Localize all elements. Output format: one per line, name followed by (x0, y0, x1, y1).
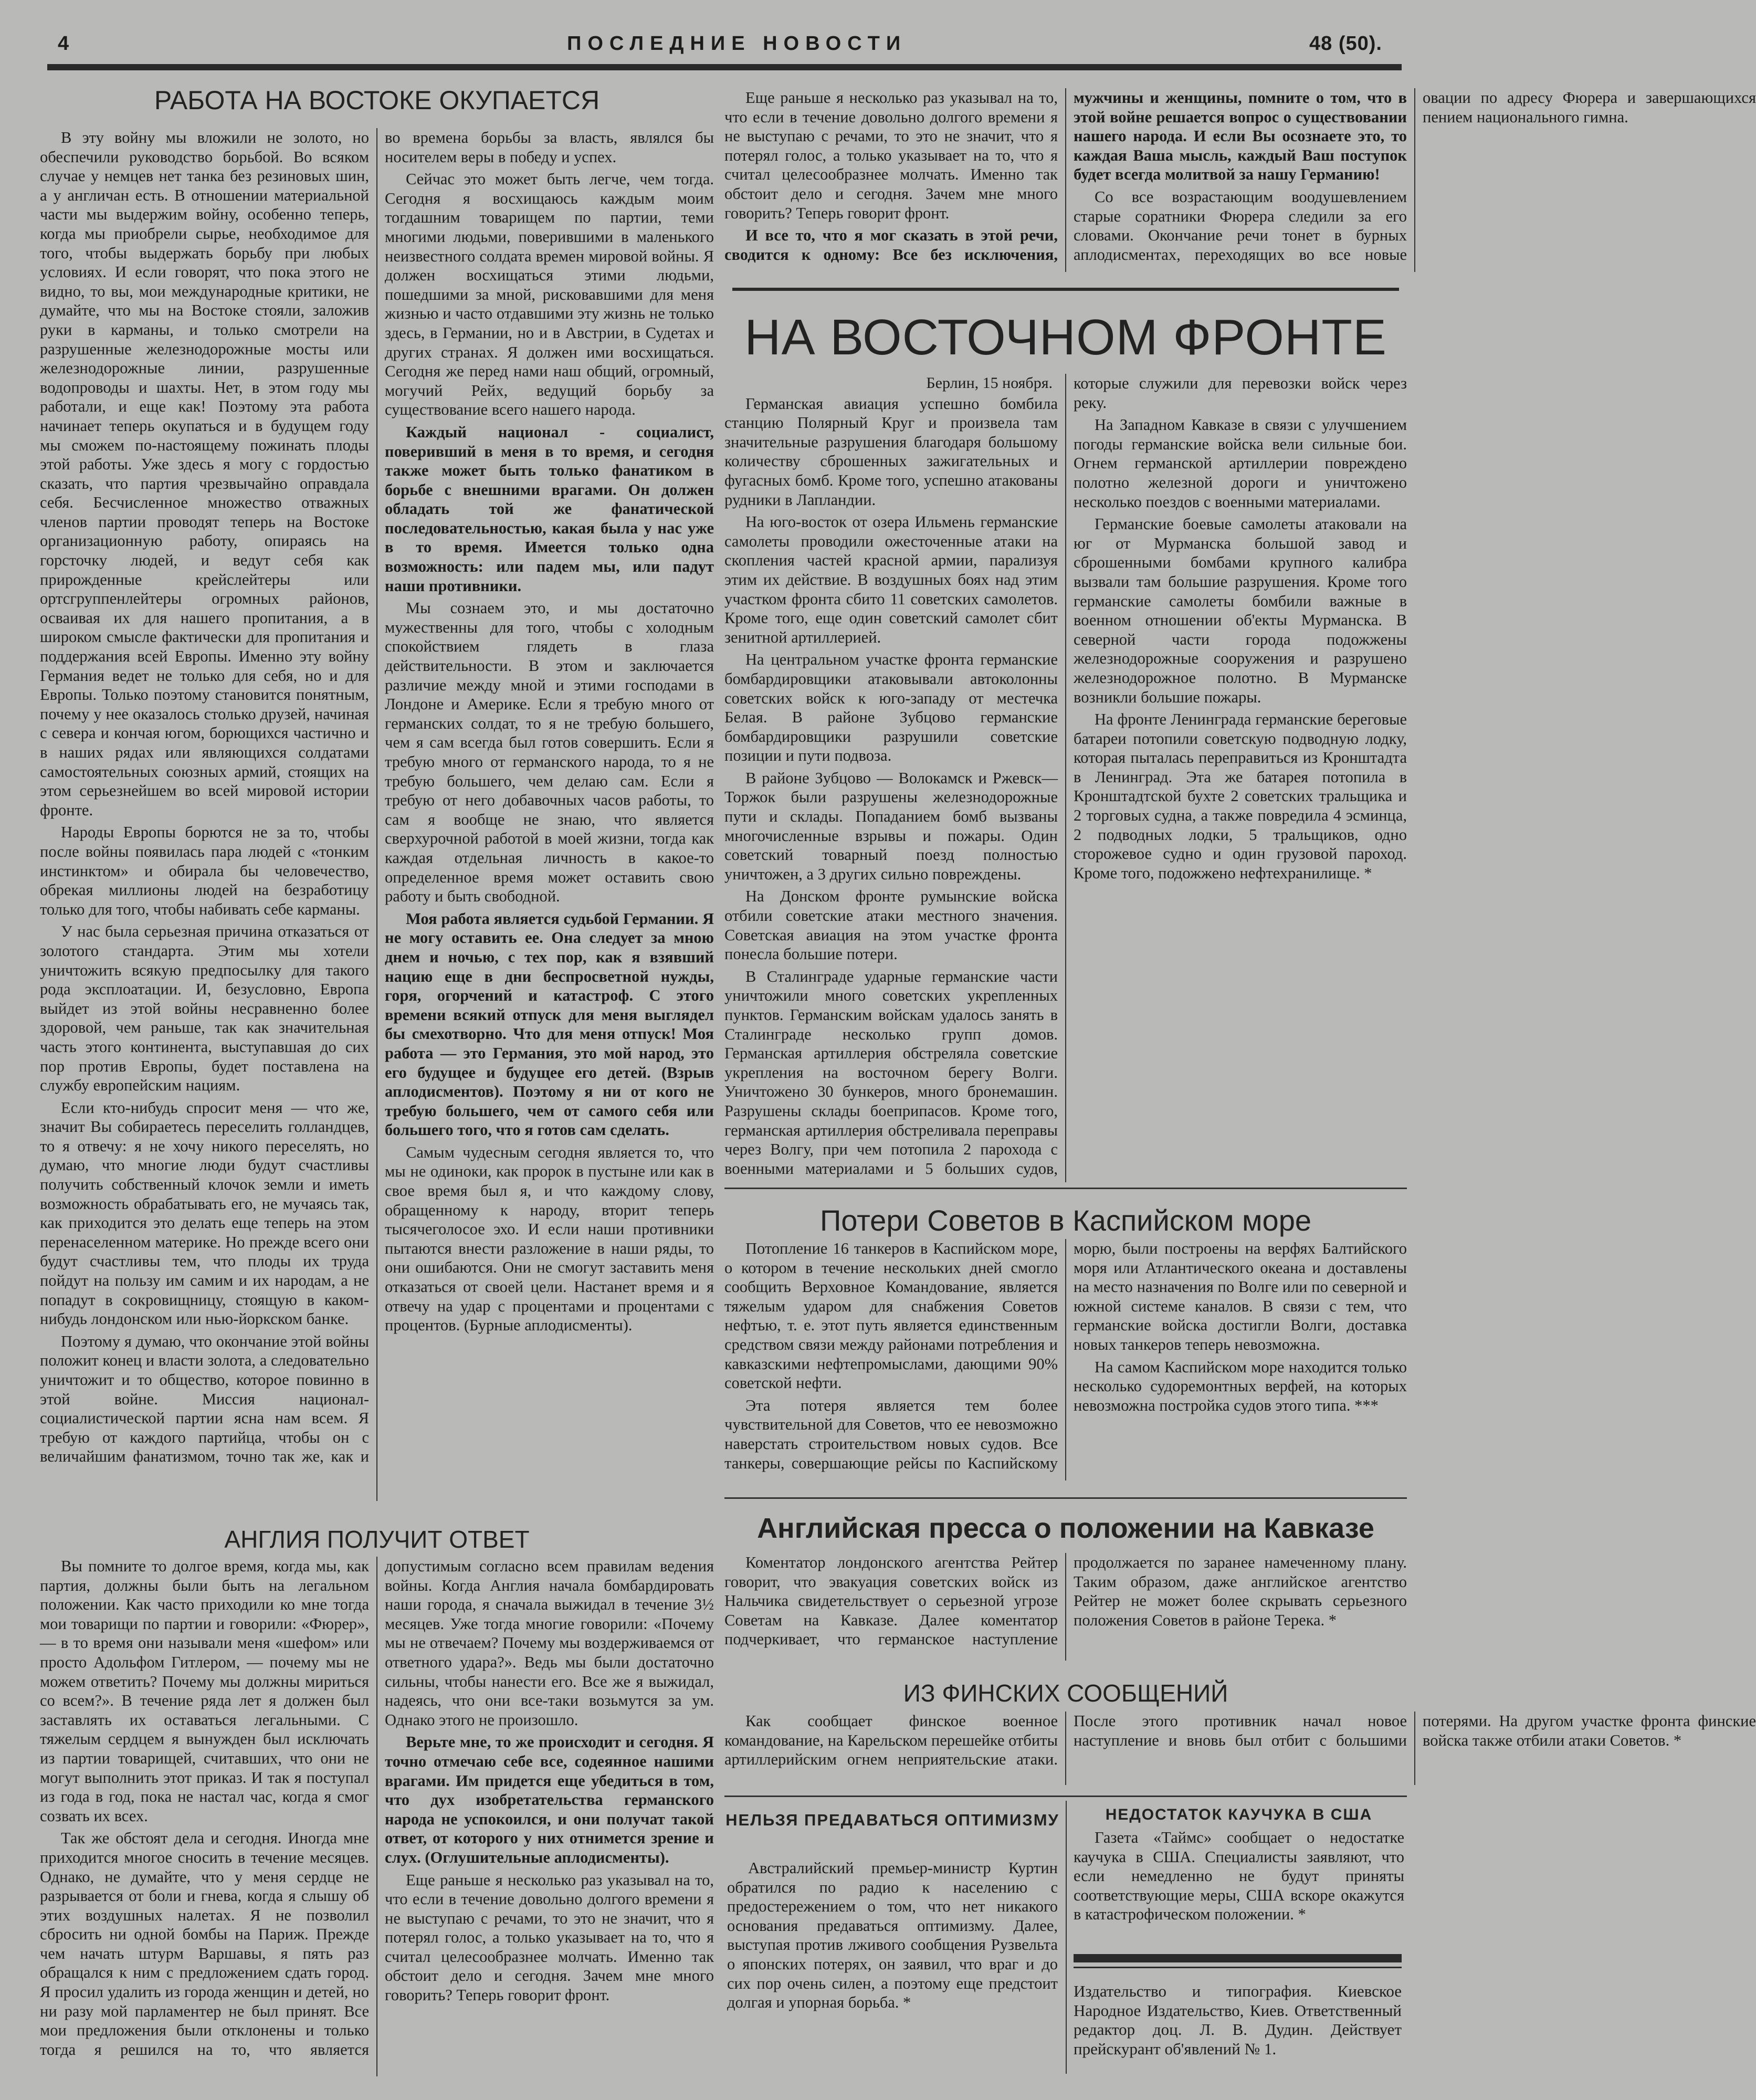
paragraph: Народы Европы борются не за то, чтобы после войны появилась пара людей с «тонким инстинктом» и обирала бы человечество, обрекая миллионы людей на безработицу только для того, чтобы набивать себе карманы. (40, 823, 369, 918)
article-title: Английская пресса о положении на Кавказе (757, 1513, 1374, 1544)
article-body (724, 1239, 1407, 1480)
column-rule (1066, 1801, 1067, 2074)
paragraph: Самым чудесным сегодня является то, что мы не одиноки, как пророк в пустыне или как в свое время был я, и что каждому слову, обращенному к народу, вторит теперь тысячеголосое эхо. И если наши противники пытаются внести разложение в наши ряды, то они ошибаются. Они не смогут заставить меня отказаться от своей цели. Настанет время и я отвечу на удар с процентами и процентами с процентов. (Бурные аплодисменты). (385, 1143, 714, 1335)
article-body (724, 1712, 1756, 1785)
paragraph: На самом Каспийском море находится только несколько судоремонтных верфей, на которых невозможна постройка судов этого типа. *** (1074, 1358, 1407, 1414)
divider (1074, 1967, 1402, 1968)
paragraph: В эту войну мы вложили не золото, но обеспечили руководство борьбой. Во всяком случае у немцев нет танка без резиновых шин, а у англичан есть. В отношении материальной части мы выдержим войну, особенно теперь, когда мы приобрели сырье, необходимое для того, чтобы выдержать борьбу при любых условиях. И если говорят, что пока этого не видно, то вы, мои международные критики, не думайте, что мы на Востоке стояли, заложив руки в карманы, и только смотрели на разрушенные железнодорожные мосты или железнодорожные линии, разрушенные водопроводы и шахты. Нет, в этом году мы работали, и еще как! Поэтому эта работа начинает теперь окупаться и в будущем году мы сможем по-настоящему пожинать плоды этой работы. Уже здесь я могу с гордостью сказать, что партия чрезвычайно оправдала себя. Бесчисленное множество отважных членов партии проводят теперь на Востоке организационную работу, опираясь на горсточку людей, и ведут себя как прирожденные крейслейтеры или ортсгруппенлейтеры огромных районов, осваивая их для нашего пропитания, а в широком смысле фактически для пропитания и поддержания всей Европы. Именно эту войну Германия ведет не только для себя, но и для Европы. Только поэтому становится понятным, почему у нее оказалось столько друзей, начиная с севера и кончая югом, борющихся частично и в наших рядах или являющихся солдатами самостоятельных союзных армий, стоящих на этом серьезнейшем во всей мировой истории фронте. (40, 129, 369, 819)
divider (724, 1796, 1407, 1797)
paragraph: У нас была серьезная причина отказаться от золотого стандарта. Этим мы хотели уничтожить всякую предпосылку для такого рода эксплоатации. И, безусловно, Европа выйдет из этой войны несравненно более здоровой, чем раньше, так как значительная часть этого континента, выступавшая до сих пор против Европы, будет поставлена на службу европейским нациям. (40, 922, 369, 1095)
issue-number: 48 (50). (1309, 33, 1382, 55)
article-title: Потери Советов в Каспийском море (819, 1204, 1311, 1237)
page-number: 4 (58, 33, 76, 55)
paragraph: Поэтому я думаю, что окончание этой войны положит конец и власти золота, а следовательно уничтожит и то общество, которое повинно в этой войне. Миссия национал-социалистической партии ясна нам всем. Я требую от каждого партийца, чтобы он с величайшим фанатизмом, точно так же, как и во времена борьбы за власть, являлся бы носителем веры в победу и успех. (40, 129, 714, 1466)
dateline: Берлин, 15 ноября. (926, 374, 1053, 392)
paragraph: Как сообщает финское военное командование, на Карельском перешейке отбиты артиллерийским огнем неприятельские атаки. После этого противник начал новое наступление и вновь был отбит с большими потерями. На другом участке фронта финские войска также отбили атаки Советов. * (724, 1712, 1756, 1769)
paragraph: Германские боевые самолеты атаковали на юг от Мурманска большой завод и сброшенными бомбами крупного калибра вызвали там большие разрушения. Кроме того германские самолеты бомбили важные в военном отношении об'екты Мурманска. В северной части города подожжены железнодорожные сооружения и разрушено железнодорожное полотно. В Мурманске возникли большие пожары. (1074, 515, 1407, 706)
article-body (40, 128, 714, 1501)
paragraph: Еще раньше я несколько раз указывал на то, что если в течение довольно долгого времени я не выступаю с речами, то это не значит, что я потерял голос, а только указывает на то, что я считал целесообразнее молчать. Именно так обстоит дело и сегодня. Зачем мне много говорить? Теперь говорит фронт. (385, 1871, 714, 2004)
newspaper-title: ПОСЛЕДНИЕ НОВОСТИ (567, 33, 907, 55)
paragraph: Потопление 16 танкеров в Каспийском море, о котором в течение нескольких дней смогло сообщить Верховное Командование, является тяжелым ударом для снабжения Советов нефтью, т. е. этот путь является единственным средством связи между районами потребления и кавказскими нефтепромыслами, дающими 90% советской нефти. (724, 1240, 1058, 1392)
paragraph: Вы помните то долгое время, когда мы, как партия, должны были быть на легальном положении. Как часто приходили ко мне тогда мои товарищи по партии и говорили: «Фюрер», — в то время они называли меня «шефом» или просто Адольфом Гитлером, — почему мы не можем ответить? Почему мы должны мириться со всем?». В течение ряда лет я должен был заставлять их оставаться легальными. С тяжелым сердцем я вынужден был исключать из партии товарищей, считавших, что они не могут выполнить этот приказ. И так я поступал из года в год, пока не настал час, когда я смог созвать их всех. (40, 1557, 369, 1825)
paragraph: Австралийский премьер-министр Куртин обратился по радио к населению с предостережением о том, что нет никакого основания предаваться оптимизму. Далее, выступая против лживого сообщения Рузвельта о японских потерях, он заявил, что враг и до сих пор очень силен, а поэтому еще предстоит долгая и упорная борьба. * (727, 1859, 1058, 2012)
article-body (40, 1557, 714, 2076)
article-body (724, 374, 1407, 1182)
divider (724, 1188, 1407, 1189)
paragraph: Еще раньше я несколько раз указывал на то, что если в течение довольно долгого времени я не выступаю с речами, то это не значит, что я потерял голос, а только указывает на то, что я считал целесообразнее молчать. Именно так обстоит дело и сегодня. Зачем мне много говорить? Теперь говорит фронт. (724, 89, 1058, 222)
paragraph: На Западном Кавказе в связи с улучшением погоды германские войска вели сильные бои. Огнем германской артиллерии повреждено полотно железной дороги и уничтожено несколько поездов с военными материалами. (1074, 416, 1407, 511)
article-title: НЕЛЬЗЯ ПРЕДАВАТЬСЯ ОПТИМИЗМУ (725, 1811, 1059, 1829)
divider (724, 1497, 1407, 1499)
paragraph: На Донском фронте румынские войска отбили советские атаки местного значения. Советская авиация на этом участке фронта понесла большие потери. (724, 887, 1058, 963)
paragraph: В районе Зубцово — Волокамск и Ржевск—Торжок были разрушены железнодорожные пути и склады. Попаданием бомб вызваны многочисленные взрывы и пожары. Один советский товарный поезд полностью уничтожен, а 3 других сильно повреждены. (724, 769, 1058, 883)
divider (732, 288, 1399, 291)
paragraph: На центральном участке фронта германские бомбардировщики атаковывали автоколонны советских войск к юго-западу от местечка Белая. В районе Зубцово германские бомбардировщики разрушили советские позиции и пути подвоза. (724, 650, 1058, 765)
paragraph: Так же обстоят дела и сегодня. Иногда мне приходится многое сносить в течение месяцев. Однако, не думайте, что у меня сердце не разрывается от боли и гнева, когда я слышу об этих воздушных налетах. Я не позволил сбросить ни одной бомбы на Париж. Прежде чем начать штурм Варшавы, я пять раз обращался к ним с предложением сдать город. Я просил удалить из города женщин и детей, но ни разу мой парламентер не был принят. Все мои предложения были отклонены и только тогда я решился на то, что является допустимым согласно всем правилам ведения войны. Когда Англия начала бомбардировать наши города, я сначала выжидал в течение 3½ месяцев. Уже тогда многие говорили: «Почему мы не отвечаем? Почему мы воздерживаемся от ответного удара?». Ведь мы были достаточно сильны, чтобы нанести его. Все же я выжидал, надеясь, что они все-таки возьмутся за ум. Однако этого не произошло. (40, 1557, 714, 2059)
article-title: АНГЛИЯ ПОЛУЧИТ ОТВЕТ (224, 1526, 530, 1553)
header-rule (47, 64, 1402, 70)
paragraph: Со все возрастающим воодушевлением старые соратники Фюрера следили за его словами. Окончание речи тонет в бурных аплодисментах, переходящих во все новые овации по адресу Фюрера и завершающихся пением национального гимна. (1074, 89, 1756, 264)
article-body (727, 1858, 1058, 2071)
article-body-continuation (724, 88, 1756, 272)
paragraph: Если кто-нибудь спросит меня — что же, значит Вы собираетесь переселить голландцев, то я отвечу: я не хочу никого переселять, но думаю, что многие люди будут счастливы получить собственный клочок земли и иметь возможность обрабатывать его, не мучаясь так, как приходится это делать еще теперь на этом перенаселенном материке. Но прежде всего они будут счастливы тем, что плоды их труда пойдут на пользу им самим и их народам, а не попадут в сокровищницу, стоящую в каком-нибудь лондонском или нью-йоркском банке. (40, 1098, 369, 1328)
paragraph: Эта потеря является тем более чувствительной для Советов, что ее невозможно наверстать строительством новых судов. Все танкеры, совершающие рейсы по Каспийскому морю, были построены на верфях Балтийского моря или Атлантического океана и доставлены на место назначения по Волге или по северной и южной системе каналов. В связи с тем, что германские войска достигли Волги, доставка новых танкеров теперь невозможна. (724, 1240, 1407, 1472)
paragraph: Германская авиация успешно бомбила станцию Полярный Круг и произвела там значительные разрушения благодаря большому количеству сброшенных зажигательных и фугасных бомб. Кроме того, успешно атакованы рудники в Лапландии. (724, 394, 1058, 509)
paragraph: Сейчас это может быть легче, чем тогда. Сегодня я восхищаюсь каждым моим тогдашним товарищем по партии, теми многими людьми, поверившими в маленького неизвестного солдата времен мировой войны. Я должен восхищаться этими людьми, пошедшими за мной, рисковавшими для меня жизнью и часто отдавшими эту жизнь не только здесь, в Германии, но и в Австрии, в Судетах и других странах. Я должен ими восхищаться. Сегодня же перед нами наш общий, огромный, могучий Рейх, ведущий борьбу за существование всего нашего народа. (385, 170, 714, 419)
imprint (1074, 1982, 1402, 2071)
paragraph: Каждый национал - социалист, поверивший в меня в то время, и сегодня также может быть только фанатиком в борьбе с внешними врагами. Он должен обладать той же фанатической последовательностью, какая была у нас уже в то время. Имеется только одна возможность: или падем мы, или падут наши противники. (385, 423, 714, 595)
article-title: НА ВОСТОЧНОМ ФРОНТЕ (744, 309, 1387, 365)
divider (1074, 1954, 1402, 1962)
paragraph: В Сталинграде ударные германские части уничтожили много советских укрепленных пунктов. Германским войскам удалось занять в Сталинграде несколько групп домов. Германская артиллерия обстреляла советские укрепления на восточном берегу Волги. Уничтожено 30 бункеров, много бронемашин. Разрушены склады боеприпасов. Кроме того, германская артиллерия обстреливала переправы через Волгу, при чем потопила 2 парохода с военными материалами и 5 больших судов, которые служили для перевозки войск через реку. (724, 374, 1407, 1178)
paragraph: Коментатор лондонского агентства Рейтер говорит, что эвакуация советских войск из Нальчика свидетельствует о серьезной угрозе Советам на Кавказе. Далее коментатор подчеркивает, что германское наступление продолжается по заранее намеченному плану. Таким образом, даже английское агентство Рейтер не может более скрывать серьезного положения Советов в районе Терека. * (724, 1553, 1407, 1648)
article-title: НЕДОСТАТОК КАУЧУКА В США (1105, 1806, 1373, 1823)
article-title: РАБОТА НА ВОСТОКЕ ОКУПАЕТСЯ (154, 86, 600, 115)
paragraph: И все то, что я мог сказать в этой речи, сводится к одному: Все без исключения, мужчины и женщины, помните о том, что в этой войне решается вопрос о существовании нашего народа. И если Вы осознаете это, то каждая Ваша мысль, каждый Ваш поступок будет всегда молитвой за нашу Германию! (724, 89, 1407, 264)
article-body (1074, 1828, 1404, 1946)
paragraph: Верьте мне, то же происходит и сегодня. Я точно отмечаю себе все, содеянное нашими врагами. Им придется еще убедиться в том, что дух изобретательства германского народа не успокоился, и они получат такой ответ, от которого у них отнимется зрение и слух. (Оглушительные аплодисменты). (385, 1733, 714, 1866)
paragraph: Моя работа является судьбой Германии. Я не могу оставить ее. Она следует за мною днем и ночью, с тех пор, как я взявший нацию еще в дни беспросветной нужды, горя, огорчений и катастроф. С этого времени всякий отпуск для меня выглядел бы смехотворно. Что для меня отпуск! Моя работа — это Германия, это мой народ, это его будущее и будущее его детей. (Взрыв аплодисментов). Поэтому я ни от кого не требую большего, чем от самого себя или большего того, что я готов сам сделать. (385, 909, 714, 1139)
paragraph: На юго-восток от озера Ильмень германские самолеты проводили ожесточенные атаки на скопления частей красной армии, парализуя этим их действие. В воздушных боях над этим участком фронта сбито 11 советских самолетов. Кроме того, еще один советский самолет сбит зенитной артиллерией. (724, 513, 1058, 646)
paragraph: Газета «Таймс» сообщает о недостатке каучука в США. Специалисты заявляют, что если немедленно не будут приняты соответствующие меры, США вскоре окажутся в катастрофическом положении. * (1074, 1829, 1404, 1924)
article-body (724, 1553, 1407, 1661)
paragraph: Мы сознаем это, и мы достаточно мужественны для того, чтобы с холодным спокойствием глядеть в глаза действительности. В этом и заключается различие между мной и этими господами в Лондоне и Америке. Если я требую много от германских солдат, то я не требую большего, чем я сам всегда был готов совершить. Если я требую много от германского народа, то я не требую большего, чем делаю сам. Если я требую от него добавочных часов работы, то сам я вообще не знаю, что является сверхурочной работой в моей жизни, тогда как каждая отдельная личность в какое-то определенное время может оставить свою работу и быть свободной. (385, 599, 714, 906)
imprint-text: Издательство и типография. Киевское Народное Издательство, Киев. Ответственный редактор доц. Л. В. Дудин. Действует прейскурант об'явлений № 1. (1074, 1982, 1402, 2058)
paragraph: На фронте Ленинграда германские береговые батареи потопили советскую подводную лодку, которая пыталась переправиться из Кронштадта в Ленинград. Эта же батарея потопила в Кронштадтской бухте 2 советских тральщика и 2 торговых судна, а также повредила 4 эсминца, 2 подводных лодки, 5 тральщиков, одно сторожевое судно и один грузовой пароход. Кроме того, подожжено нефтехранилище. * (1074, 710, 1407, 882)
paragraphs (724, 374, 1407, 1182)
article-title: ИЗ ФИНСКИХ СООБЩЕНИЙ (903, 1679, 1228, 1707)
